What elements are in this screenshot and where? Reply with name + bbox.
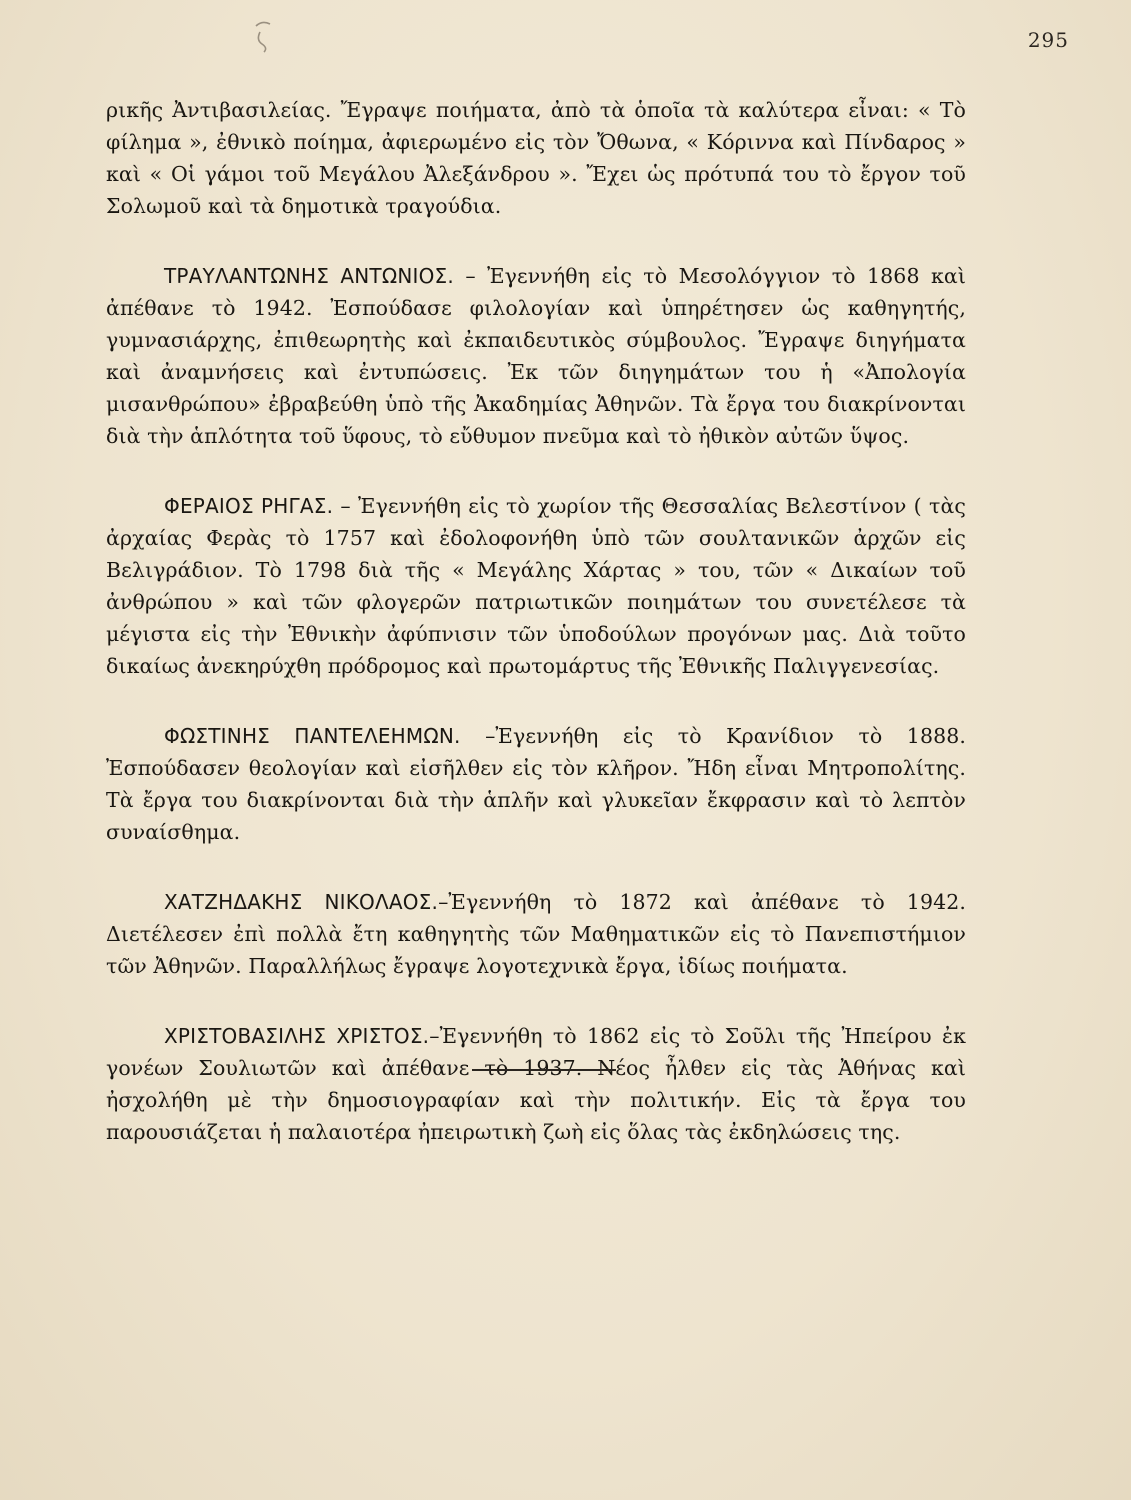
entry-fostinis (106, 720, 966, 848)
entry-name: ΦΩΣΤΙΝΗΣ ΠΑΝΤΕΛΕΗΜΩΝ. (164, 724, 461, 748)
entry-christovasilis (106, 1020, 966, 1148)
paragraph-continued (106, 94, 966, 222)
entry-chatzidakis (106, 886, 966, 982)
entry-text: – Ἐγεννήθη εἰς τὸ χωρίον τῆς Θεσσαλίας Βελεστίνον ( τὰς ἀρχαίας Φερὰς τὸ 1757 καὶ ἐδολοφονήθη ὑπὸ τῶν σουλτανικῶν ἀρχῶν εἰς Βελιγράδιον. Τὸ 1798 διὰ τῆς « Μεγάλης Χάρτας » του, τῶν « Δικαίων τοῦ ἀνθρώπου » καὶ τῶν φλογερῶν πατριωτικῶν ποιημάτων του συνετέλεσε τὰ μέγιστα εἰς τὴν Ἐθνικὴν ἀφύπνισιν τῶν ὑποδούλων προγόνων μας. Διὰ τοῦτο δικαίως ἀνεκηρύχθη πρόδρομος καὶ πρωτομάρτυς τῆς Ἐθνικῆς Παλιγγενεσίας. (106, 494, 966, 678)
entry-text: –Ἐγεννήθη τὸ 1862 εἰς τὸ Σοῦλι τῆς Ἠπείρου ἐκ γονέων Σουλιωτῶν καὶ ἀπέθανε τὸ 1937. Νέος ἦλθεν εἰς τὰς Ἀθήνας καὶ ἠσχολήθη μὲ τὴν δημοσιογραφίαν καὶ τὴν πολιτικήν. Εἰς τὰ ἔργα του παρουσιάζεται ἡ παλαιοτέρα ἠπειρωτικὴ ζωὴ εἰς ὅλας τὰς ἐκδηλώσεις της. (106, 1024, 966, 1144)
page-number: 295 (1027, 28, 1069, 52)
entry-travlantonis (106, 260, 966, 452)
paragraph-text: ρικῆς Ἀντιβασιλείας. Ἔγραψε ποιήματα, ἀπὸ τὰ ὁποῖα τὰ καλύτερα εἶναι: « Τὸ φίλημα », ἐθνικὸ ποίημα, ἀφιερωμένο εἰς τὸν Ὄθωνα, « Κόριννα καὶ Πίνδαρος » καὶ « Οἱ γάμοι τοῦ Μεγάλου Ἀλεξάνδρου ». Ἔχει ὡς πρότυπά του τὸ ἔργον τοῦ Σολωμοῦ καὶ τὰ δημοτικὰ τραγούδια. (106, 98, 966, 218)
entry-name: ΧΑΤΖΗΔΑΚΗΣ ΝΙΚΟΛΑΟΣ. (164, 890, 439, 914)
end-divider (472, 1069, 616, 1071)
entry-name: ΤΡΑΥΛΑΝΤΩΝΗΣ ΑΝΤΩΝΙΟΣ. (164, 264, 454, 288)
entry-feraios (106, 490, 966, 682)
entry-text: –Ἐγεννήθη εἰς τὸ Κρανίδιον τὸ 1888. Ἐσπούδασεν θεολογίαν καὶ εἰσῆλθεν εἰς τὸν κλῆρον. Ἤδη εἶναι Μητροπολίτης. Τὰ ἔργα του διακρίνονται διὰ τὴν ἁπλῆν καὶ γλυκεῖαν ἔκφρασιν καὶ τὸ λεπτὸν συναίσθημα. (106, 724, 966, 844)
entry-text: –Ἐγεννήθη τὸ 1872 καὶ ἀπέθανε τὸ 1942. Διετέλεσεν ἐπὶ πολλὰ ἔτη καθηγητὴς τῶν Μαθηματικῶν εἰς τὸ Πανεπιστήμιον τῶν Ἀθηνῶν. Παραλλήλως ἔγραψε λογοτεχνικὰ ἔργα, ἰδίως ποιήματα. (106, 890, 966, 978)
body-text (106, 94, 966, 1186)
entry-text: – Ἐγεννήθη εἰς τὸ Μεσολόγγιον τὸ 1868 καὶ ἀπέθανε τὸ 1942. Ἐσπούδασε φιλολογίαν καὶ ὑπηρέτησεν ὡς καθηγητής, γυμνασιάρχης, ἐπιθεωρητὴς καὶ ἐκπαιδευτικὸς σύμβουλος. Ἔγραψε διηγήματα καὶ ἀναμνήσεις καὶ ἐντυπώσεις. Ἐκ τῶν διηγημάτων του ἡ «Ἀπολογία μισανθρώπου» ἐβραβεύθη ὑπὸ τῆς Ἀκαδημίας Ἀθηνῶν. Τὰ ἔργα του διακρίνονται διὰ τὴν ἁπλότητα τοῦ ὕφους, τὸ εὔθυμον πνεῦμα καὶ τὸ ἠθικὸν αὐτῶν ὕψος. (106, 264, 966, 448)
entry-name: ΦΕΡΑΙΟΣ ΡΗΓΑΣ. (164, 494, 334, 518)
pencil-mark-icon (252, 18, 282, 54)
entry-name: ΧΡΙΣΤΟΒΑΣΙΛΗΣ ΧΡΙΣΤΟΣ. (164, 1024, 430, 1048)
